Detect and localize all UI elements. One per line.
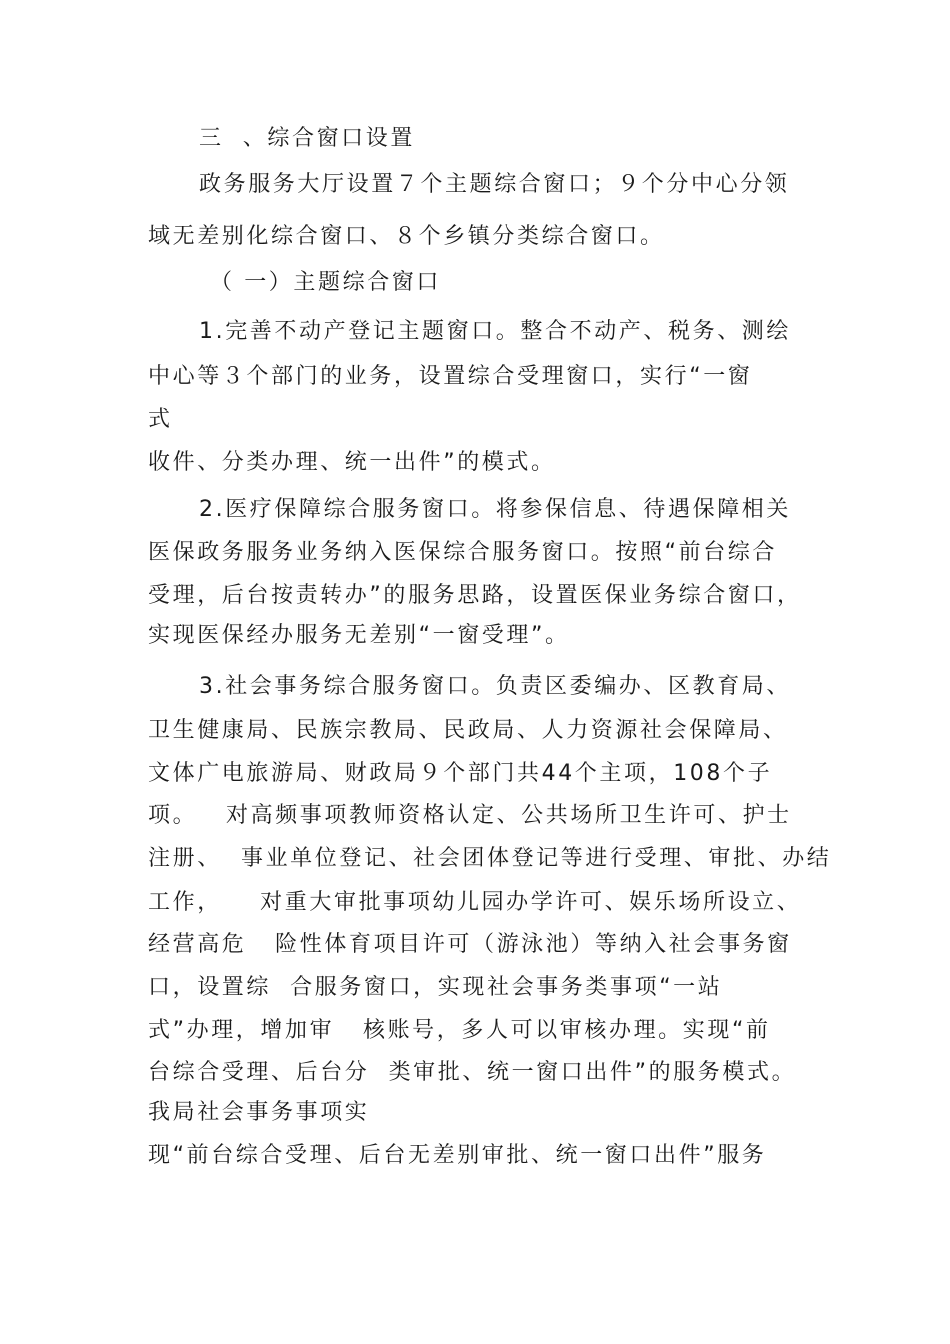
- paragraph-line: 2.医疗保障综合服务窗口。将参保信息、待遇保障相关: [199, 497, 791, 522]
- paragraph-line: 1.完善不动产登记主题窗口。整合不动产、税务、测绘: [199, 319, 791, 344]
- paragraph-line: 实现医保经办服务无差别“一窗受理”。: [148, 623, 570, 648]
- paragraph-line: 3.社会事务综合服务窗口。负责区委编办、区教育局、: [199, 674, 791, 699]
- paragraph-line: 注册、 事业单位登记、社会团体登记等进行受理、审批、办结: [148, 846, 832, 871]
- paragraph-line: 台综合受理、后台分 类审批、统一窗口出件”的服务模式。: [148, 1060, 797, 1085]
- subsection-heading: （ 一）主题综合窗口: [210, 270, 441, 295]
- paragraph-line: 我局社会事务事项实: [148, 1100, 370, 1125]
- paragraph-line: 中心等３个部门的业务，设置综合受理窗口，实行“一窗: [148, 364, 753, 389]
- paragraph-line: 式”办理，增加审 核账号，多人可以审核办理。实现“前: [148, 1018, 771, 1043]
- paragraph-line: 医保政务服务业务纳入医保综合服务窗口。按照“前台综合: [148, 540, 777, 565]
- paragraph-line: 经营高危 险性体育项目许可（游泳池）等纳入社会事务窗: [148, 932, 792, 957]
- paragraph-line: 收件、分类办理、统一出件”的模式。: [148, 450, 556, 475]
- paragraph-line: 现“前台综合受理、后台无差别审批、统一窗口出件”服务: [148, 1143, 767, 1168]
- paragraph-line: 口，设置综 合服务窗口，实现社会事务类事项“一站: [148, 975, 723, 1000]
- paragraph-line: 工作， 对重大审批事项幼儿园办学许可、娱乐场所设立、: [148, 890, 802, 915]
- paragraph-line: 受理，后台按责转办”的服务思路，设置医保业务综合窗口，: [148, 583, 802, 608]
- paragraph-line: 文体广电旅游局、财政局９个部门共44个主项，108个子: [148, 761, 773, 786]
- paragraph-line: 域无差别化综合窗口、８个乡镇分类综合窗口。: [148, 224, 665, 249]
- paragraph-line: 卫生健康局、民族宗教局、民政局、人力资源社会保障局、: [148, 718, 788, 743]
- paragraph-line: 项。 对高频事项教师资格认定、公共场所卫生许可、护士: [148, 803, 792, 828]
- paragraph-line: 式: [148, 407, 173, 432]
- section-heading: 三 、综合窗口设置: [199, 126, 415, 151]
- paragraph-line: 政务服务大厅设置７个主题综合窗口；９个分中心分领: [199, 172, 790, 197]
